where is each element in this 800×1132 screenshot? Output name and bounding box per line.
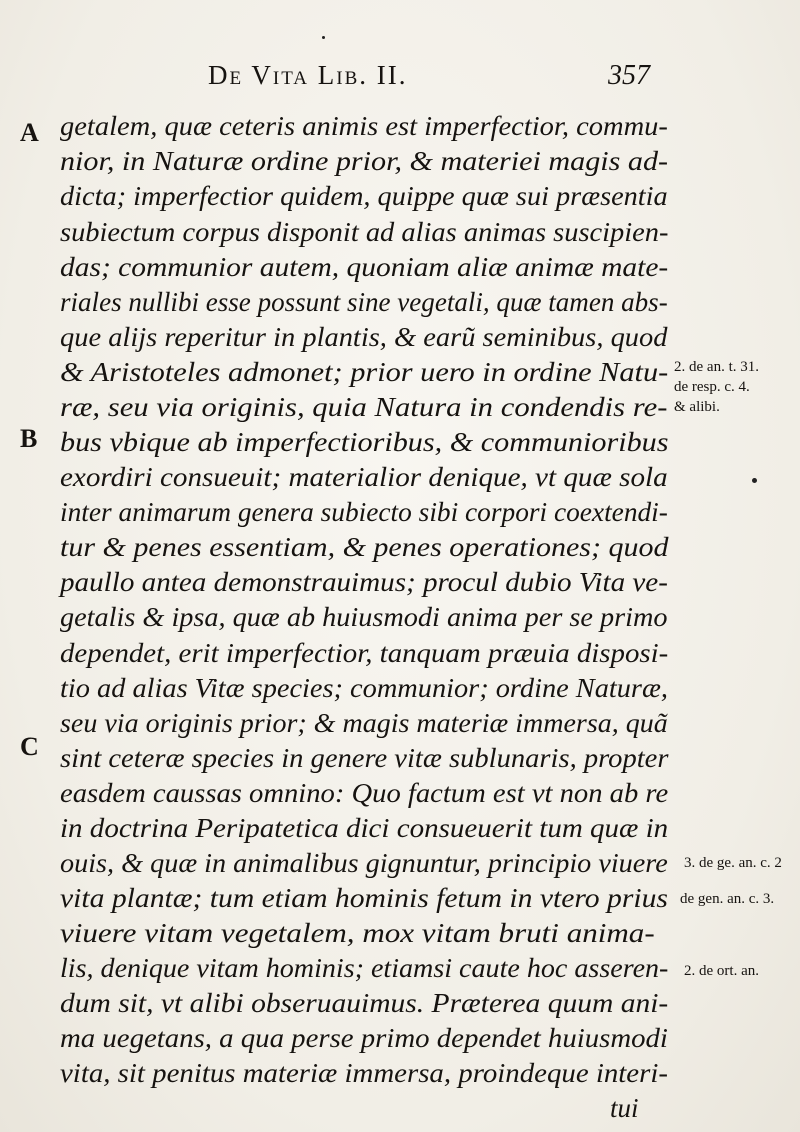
- text-line: das; communior autem, quoniam aliæ animæ mate-: [60, 252, 669, 282]
- text-line: tio ad alias Vitæ species; communior; ordine Naturæ,: [60, 673, 668, 703]
- text-line: seu via originis prior; & magis materiæ immersa, quã: [60, 708, 668, 738]
- text-line: nior, in Naturæ ordine prior, & materiei magis ad-: [60, 146, 669, 176]
- section-letter-c: C: [20, 732, 39, 761]
- text-line: lis, denique vitam hominis; etiamsi caute hoc asseren-: [60, 953, 669, 983]
- text-line: ræ, seu via originis, quia Natura in condendis re-: [60, 392, 668, 422]
- text-line: dum sit, vt alibi obseruauimus. Præterea quum ani-: [60, 988, 669, 1018]
- text-line: & Aristoteles admonet; prior uero in ordine Natu-: [60, 357, 669, 387]
- text-line: dependet, erit imperfectior, tanquam præuia disposi-: [60, 638, 669, 668]
- section-letter-b: B: [20, 424, 38, 453]
- running-title: De Vita Lib. II.: [208, 60, 408, 90]
- ink-speck: [752, 478, 757, 483]
- text-line: ouis, & quæ in animalibus gignuntur, principio viuere: [60, 848, 668, 878]
- text-line: exordiri consueuit; materialior denique, vt quæ sola: [60, 462, 668, 492]
- text-line: viuere vitam vegetalem, mox vitam bruti anima-: [60, 918, 655, 948]
- text-line: getalem, quæ ceteris animis est imperfectior, commu-: [60, 111, 668, 141]
- catchword: tui: [610, 1093, 639, 1123]
- text-line: inter animarum genera subiecto sibi corpori coextendi-: [60, 497, 668, 527]
- marginal-note: & alibi.: [674, 399, 720, 415]
- text-line: getalis & ipsa, quæ ab huiusmodi anima per se primo: [60, 602, 668, 632]
- text-line: subiectum corpus disponit ad alias animas suscipien-: [60, 217, 669, 247]
- marginal-note: de gen. an. c. 3.: [680, 891, 775, 907]
- section-letter-a: A: [20, 118, 39, 147]
- text-line: riales nullibi esse possunt sine vegetali, quæ tamen abs-: [60, 287, 668, 317]
- ink-speck: [322, 36, 325, 39]
- text-line: vita, sit penitus materiæ immersa, proindeque interi-: [60, 1058, 668, 1088]
- text-line: easdem caussas omnino: Quo factum est vt non ab re: [60, 778, 669, 808]
- marginal-note: 2. de an. t. 31.: [674, 359, 759, 375]
- text-line: paullo antea demonstrauimus; procul dubio Vita ve-: [60, 567, 668, 597]
- text-line: bus vbique ab imperfectioribus, & communioribus: [60, 427, 669, 457]
- text-line: sint ceteræ species in genere vitæ sublunaris, propter: [60, 743, 669, 773]
- text-line: tur & penes essentiam, & penes operationes; quod: [60, 532, 669, 562]
- marginal-note: 2. de ort. an.: [684, 963, 759, 979]
- page-number: 357: [608, 60, 650, 91]
- text-line: ma uegetans, a qua perse primo dependet huiusmodi: [60, 1023, 668, 1053]
- text-line: in doctrina Peripatetica dici consueuerit tum quæ in: [60, 813, 669, 843]
- text-line: que alijs reperitur in plantis, & earũ seminibus, quod: [60, 322, 668, 352]
- text-line: vita plantæ; tum etiam hominis fetum in vtero prius: [60, 883, 668, 913]
- text-line: dicta; imperfectior quidem, quippe quæ sui præsentia: [60, 181, 668, 211]
- marginal-note: de resp. c. 4.: [674, 379, 750, 395]
- marginal-note: 3. de ge. an. c. 2: [684, 855, 782, 871]
